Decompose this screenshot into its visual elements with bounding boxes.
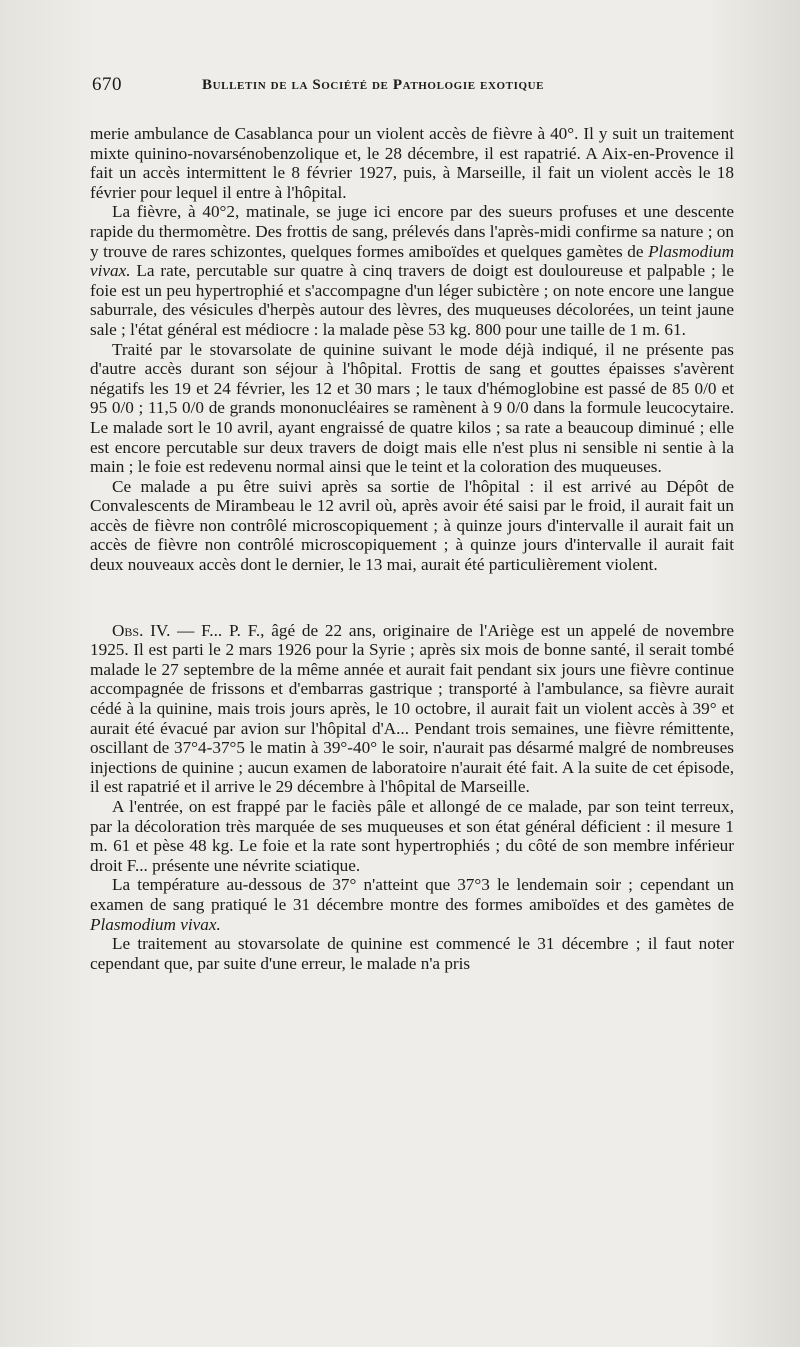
species-name: Plasmodium vivax. [90,241,734,281]
paragraph-6 [90,797,734,875]
paragraph-1 [90,124,734,202]
paragraph-4 [90,477,734,575]
observation-iv [90,621,734,797]
paragraph-text: Ce malade a pu être suivi après sa sortie de l'hôpital : il est arrivé au Dépôt de Convalescents de Mirambeau le 12 avril où, après avoir été saisi par le froid, il aurait fait un accès de fièvre non contrôlé microscopiquement ; à quinze jours d'intervalle il aurait fait un accès de fièvre non contrôlé microscopiquement ; à quinze jours d'intervalle il aurait fait deux nouveaux accès dont le dernier, le 13 mai, aurait été particulièrement violent. [90,476,734,575]
species-name: Plasmodium vivax. [90,914,221,934]
paragraph-text: La rate, percutable sur quatre à cinq travers de doigt est douloureuse et palpable ; le foie est un peu hypertrophié et s'accompagne d'un léger subictère ; on note encore une langue saburrale, des vésicules d'herpès autour des lèvres, des muqueuses décolorées, un teint jaune sale ; l'état général est médiocre : la malade pèse 53 kg. 800 pour une taille de 1 m. 61. [90,261,734,339]
page-number: 670 [92,74,122,95]
paragraph-text: A l'entrée, on est frappé par le faciès pâle et allongé de ce malade, par son teint terreux, par la décoloration très marquée de ses muqueuses et son état général déficient : il mesure 1 m. 61 et pèse 48 kg. Le foie et la rate sont hypertrophiés ; du côté de son membre inférieur droit F... présente une névrite sciatique. [90,797,734,875]
paragraph-text: — F... P. F., âgé de 22 ans, originaire de l'Ariège est un appelé de novembre 1925. Il est parti le 2 mars 1926 pour la Syrie ; après six mois de bonne santé, il serait tombé malade le 27 septembre de la même année et aurait fait pendant six jours une fièvre continue accompagnée de frissons et d'embarras gastrique ; transporté à l'ambulance, sa fièvre aurait cédé à la quinine, mais trois jours après, le 10 octobre, il aurait fait un violent accès à 39° et aurait été évacué par avion sur l'hôpital d'A... Pendant trois semaines, une fièvre rémittente, oscillant de 37°4-37°5 le matin à 39°-40° le soir, n'aurait pas désarmé malgré de nombreuses injections de quinine ; aucun examen de laboratoire n'aurait été fait. A la suite de cet épisode, il est rapatrié et il arrive le 29 décembre à l'hôpital de Marseille. [90,620,734,797]
observation-label: Obs. IV. [112,620,171,640]
paragraph-8 [90,934,734,973]
paragraph-text: La température au-dessous de 37° n'atteint que 37°3 le lendemain soir ; cependant un examen de sang pratiqué le 31 décembre montre des formes amiboïdes et des gamètes de [90,875,734,914]
paragraph-text: merie ambulance de Casablanca pour un violent accès de fièvre à 40°. Il y suit un traitement mixte quinino-novarsénobenzolique et, le 28 décembre, il est rapatrié. A Aix-en-Provence il fait un accès intermittent le 8 février 1927, puis, à Marseille, il fait un violent accès le 18 février pour lequel il entre à l'hôpital. [90,124,734,202]
paragraph-text: Le traitement au stovarsolate de quinine est commencé le 31 décembre ; il faut noter cependant que, par suite d'une erreur, le malade n'a pris [90,934,734,973]
paragraph-2 [90,202,734,339]
running-title: Bulletin de la Société de Pathologie exotique [202,77,545,93]
paragraph-text: Traité par le stovarsolate de quinine suivant le mode déjà indiqué, il ne présente pas d'autre accès durant son séjour à l'hôpital. Frottis de sang et gouttes épaisses s'avèrent négatifs les 19 et 24 février, les 12 et 30 mars ; le taux d'hémoglobine est passé de 85 0/0 et 95 0/0 ; 11,5 0/0 de grands mononucléaires se ramènent à 9 0/0 dans la formule leucocytaire. Le malade sort le 10 avril, ayant engraissé de quatre kilos ; sa rate a beaucoup diminué ; elle est encore percutable sur deux travers de doigt mais elle n'est plus ni sensible ni sentie à la main ; le foie est redevenu normal ainsi que le teint et la coloration des muqueuses. [90,339,734,477]
page-header [92,74,732,100]
paragraph-3 [90,340,734,477]
paragraph-text: La fièvre, à 40°2, matinale, se juge ici encore par des sueurs profuses et une descente rapide du thermomètre. Des frottis de sang, prélevés dans l'après-midi confirme sa nature ; on y trouve de rares schizontes, quelques formes amiboïdes et quelques gamètes de [90,202,734,261]
paragraph-7 [90,875,734,934]
article-body [90,124,734,973]
